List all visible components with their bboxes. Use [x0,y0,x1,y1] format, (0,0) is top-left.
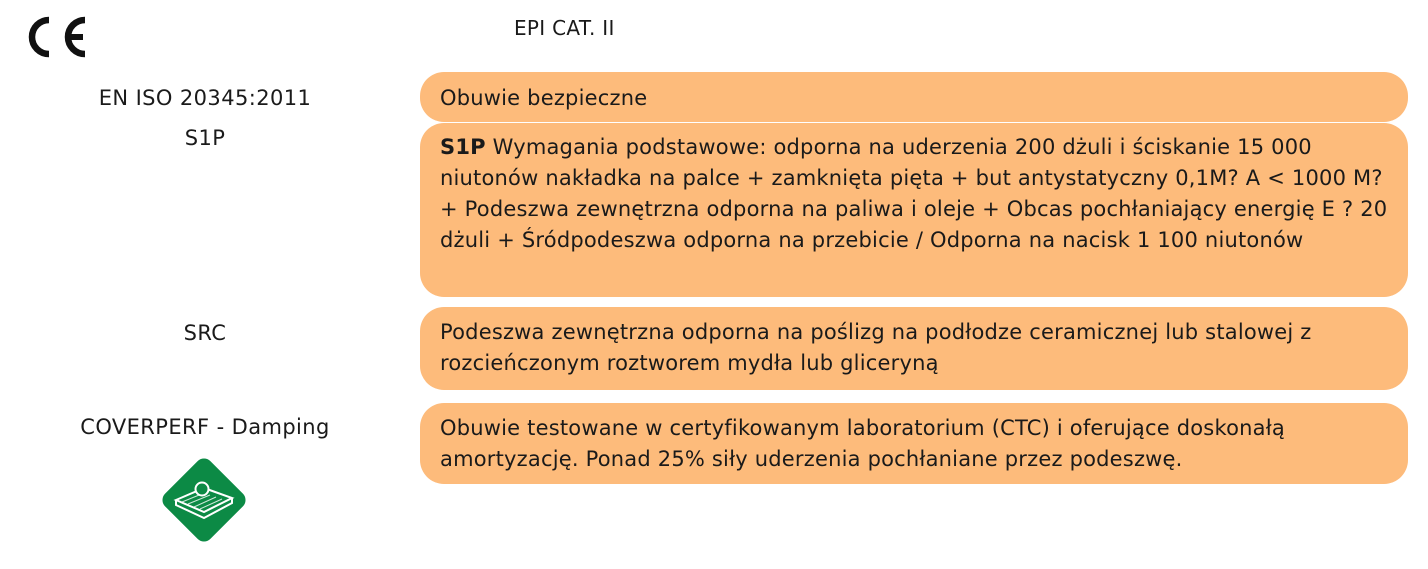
coverperf-label: COVERPERF - Damping [80,415,330,439]
src-description [420,307,1408,390]
s1p-description-text: Wymagania podstawowe: odporna na uderzenia 200 dżuli i ściskanie 15 000 niutonów nakładka na palce + zamknięta pięta + but antystatyczny 0,1M? A < 1000 M? + Podeszwa zewnętrzna odporna na paliwa i oleje + Obcas pochłaniający energię E ? 20 dżuli + Śródpodeszwa odporna na przebicie / Odporna na nacisk 1 100 niutonów [440,135,1388,252]
s1p-prefix: S1P [440,135,486,159]
damping-cushion-icon [156,452,252,548]
s1p-description [420,123,1408,297]
src-description-text: Podeszwa zewnętrzna odporna na poślizg na podłodze ceramicznej lub stalowej z rozcieńczonym roztworem mydła lub gliceryną [440,320,1312,375]
coverperf-description-text: Obuwie testowane w certyfikowanym laboratorium (CTC) i oferujące doskonałą amortyzację. Ponad 25% siły uderzenia pochłaniane przez podeszwę. [440,416,1285,471]
epi-category-label: EPI CAT. II [514,16,615,40]
s1p-label: S1P [184,126,226,150]
standard-description [420,72,1408,122]
standard-label: EN ISO 20345:2011 [98,86,312,110]
standard-description-text: Obuwie bezpieczne [440,86,648,110]
ce-mark-icon [18,12,90,62]
src-label: SRC [183,321,227,345]
coverperf-description [420,403,1408,484]
